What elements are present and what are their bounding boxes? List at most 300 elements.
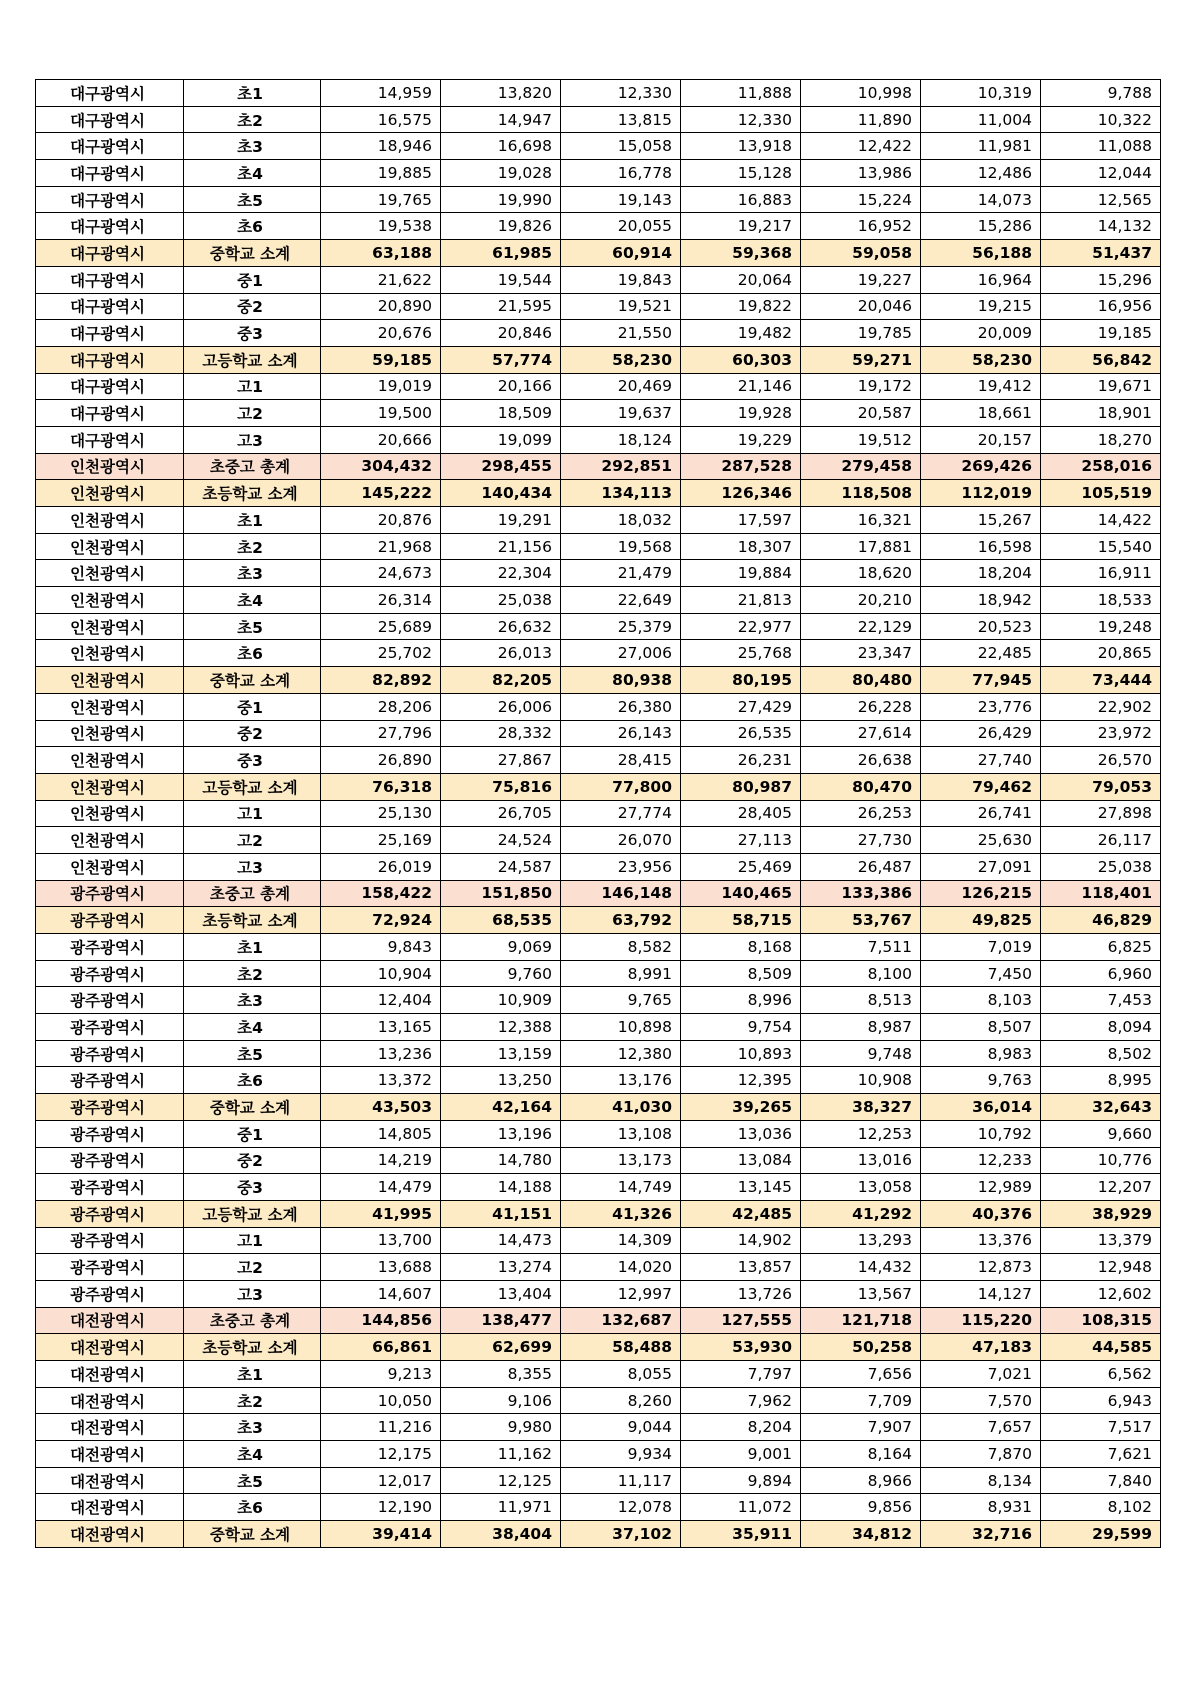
value-cell: 16,575 bbox=[321, 106, 441, 133]
value-cell: 19,568 bbox=[561, 533, 681, 560]
region-cell: 대전광역시 bbox=[36, 1494, 184, 1521]
value-cell: 13,379 bbox=[1041, 1227, 1161, 1254]
table-row bbox=[36, 1494, 1161, 1521]
value-cell: 145,222 bbox=[321, 480, 441, 507]
value-cell: 26,117 bbox=[1041, 827, 1161, 854]
value-cell: 14,432 bbox=[801, 1254, 921, 1281]
level-cell: 고2 bbox=[184, 400, 321, 427]
table-row bbox=[36, 960, 1161, 987]
region-cell: 대구광역시 bbox=[36, 240, 184, 267]
value-cell: 11,162 bbox=[441, 1441, 561, 1468]
level-cell: 중2 bbox=[184, 720, 321, 747]
value-cell: 21,813 bbox=[681, 587, 801, 614]
value-cell: 80,480 bbox=[801, 667, 921, 694]
level-cell: 초4 bbox=[184, 1014, 321, 1041]
value-cell: 18,942 bbox=[921, 587, 1041, 614]
level-cell: 초등학교 소계 bbox=[184, 480, 321, 507]
value-cell: 9,044 bbox=[561, 1414, 681, 1441]
region-cell: 대구광역시 bbox=[36, 80, 184, 107]
value-cell: 56,188 bbox=[921, 240, 1041, 267]
value-cell: 115,220 bbox=[921, 1307, 1041, 1334]
value-cell: 38,404 bbox=[441, 1521, 561, 1548]
value-cell: 16,883 bbox=[681, 186, 801, 213]
level-cell: 고등학교 소계 bbox=[184, 773, 321, 800]
value-cell: 279,458 bbox=[801, 453, 921, 480]
value-cell: 82,892 bbox=[321, 667, 441, 694]
value-cell: 29,599 bbox=[1041, 1521, 1161, 1548]
subtotal-row bbox=[36, 1334, 1161, 1361]
value-cell: 9,001 bbox=[681, 1441, 801, 1468]
value-cell: 32,643 bbox=[1041, 1094, 1161, 1121]
value-cell: 56,842 bbox=[1041, 346, 1161, 373]
value-cell: 13,726 bbox=[681, 1280, 801, 1307]
value-cell: 22,129 bbox=[801, 613, 921, 640]
table-row bbox=[36, 1387, 1161, 1414]
subtotal-row bbox=[36, 1200, 1161, 1227]
level-cell: 초등학교 소계 bbox=[184, 907, 321, 934]
value-cell: 7,840 bbox=[1041, 1467, 1161, 1494]
level-cell: 초3 bbox=[184, 133, 321, 160]
value-cell: 13,145 bbox=[681, 1174, 801, 1201]
table-row bbox=[36, 1361, 1161, 1388]
value-cell: 8,055 bbox=[561, 1361, 681, 1388]
region-cell: 광주광역시 bbox=[36, 960, 184, 987]
value-cell: 20,009 bbox=[921, 320, 1041, 347]
value-cell: 50,258 bbox=[801, 1334, 921, 1361]
value-cell: 13,857 bbox=[681, 1254, 801, 1281]
value-cell: 14,902 bbox=[681, 1227, 801, 1254]
value-cell: 26,253 bbox=[801, 800, 921, 827]
level-cell: 중3 bbox=[184, 1174, 321, 1201]
subtotal-row bbox=[36, 346, 1161, 373]
level-cell: 중학교 소계 bbox=[184, 240, 321, 267]
region-cell: 광주광역시 bbox=[36, 1227, 184, 1254]
region-cell: 광주광역시 bbox=[36, 1200, 184, 1227]
value-cell: 19,217 bbox=[681, 213, 801, 240]
table-row bbox=[36, 1014, 1161, 1041]
level-cell: 중3 bbox=[184, 320, 321, 347]
level-cell: 초4 bbox=[184, 587, 321, 614]
value-cell: 13,176 bbox=[561, 1067, 681, 1094]
value-cell: 8,987 bbox=[801, 1014, 921, 1041]
value-cell: 13,274 bbox=[441, 1254, 561, 1281]
region-cell: 인천광역시 bbox=[36, 773, 184, 800]
value-cell: 20,876 bbox=[321, 507, 441, 534]
value-cell: 27,429 bbox=[681, 693, 801, 720]
value-cell: 26,741 bbox=[921, 800, 1041, 827]
level-cell: 중학교 소계 bbox=[184, 1094, 321, 1121]
value-cell: 12,233 bbox=[921, 1147, 1041, 1174]
value-cell: 21,595 bbox=[441, 293, 561, 320]
value-cell: 9,069 bbox=[441, 934, 561, 961]
value-cell: 121,718 bbox=[801, 1307, 921, 1334]
value-cell: 14,780 bbox=[441, 1147, 561, 1174]
value-cell: 26,228 bbox=[801, 693, 921, 720]
value-cell: 22,902 bbox=[1041, 693, 1161, 720]
value-cell: 298,455 bbox=[441, 453, 561, 480]
region-cell: 광주광역시 bbox=[36, 1280, 184, 1307]
level-cell: 초4 bbox=[184, 1441, 321, 1468]
value-cell: 20,666 bbox=[321, 426, 441, 453]
value-cell: 19,248 bbox=[1041, 613, 1161, 640]
region-cell: 인천광역시 bbox=[36, 480, 184, 507]
value-cell: 11,888 bbox=[681, 80, 801, 107]
value-cell: 13,404 bbox=[441, 1280, 561, 1307]
value-cell: 16,964 bbox=[921, 266, 1041, 293]
value-cell: 13,700 bbox=[321, 1227, 441, 1254]
table-row bbox=[36, 373, 1161, 400]
value-cell: 51,437 bbox=[1041, 240, 1161, 267]
value-cell: 10,998 bbox=[801, 80, 921, 107]
value-cell: 19,822 bbox=[681, 293, 801, 320]
table-row bbox=[36, 80, 1161, 107]
value-cell: 59,368 bbox=[681, 240, 801, 267]
value-cell: 14,219 bbox=[321, 1147, 441, 1174]
value-cell: 13,196 bbox=[441, 1120, 561, 1147]
value-cell: 20,587 bbox=[801, 400, 921, 427]
value-cell: 9,980 bbox=[441, 1414, 561, 1441]
value-cell: 12,404 bbox=[321, 987, 441, 1014]
region-cell: 대구광역시 bbox=[36, 426, 184, 453]
value-cell: 8,204 bbox=[681, 1414, 801, 1441]
value-cell: 82,205 bbox=[441, 667, 561, 694]
region-cell: 대구광역시 bbox=[36, 133, 184, 160]
value-cell: 59,271 bbox=[801, 346, 921, 373]
level-cell: 초2 bbox=[184, 533, 321, 560]
value-cell: 25,038 bbox=[1041, 853, 1161, 880]
value-cell: 19,928 bbox=[681, 400, 801, 427]
value-cell: 134,113 bbox=[561, 480, 681, 507]
value-cell: 27,740 bbox=[921, 747, 1041, 774]
value-cell: 16,321 bbox=[801, 507, 921, 534]
value-cell: 46,829 bbox=[1041, 907, 1161, 934]
value-cell: 61,985 bbox=[441, 240, 561, 267]
table-row bbox=[36, 827, 1161, 854]
value-cell: 80,987 bbox=[681, 773, 801, 800]
value-cell: 14,309 bbox=[561, 1227, 681, 1254]
value-cell: 14,805 bbox=[321, 1120, 441, 1147]
value-cell: 133,386 bbox=[801, 880, 921, 907]
value-cell: 16,952 bbox=[801, 213, 921, 240]
value-cell: 14,947 bbox=[441, 106, 561, 133]
value-cell: 16,911 bbox=[1041, 560, 1161, 587]
level-cell: 고2 bbox=[184, 1254, 321, 1281]
level-cell: 중2 bbox=[184, 1147, 321, 1174]
value-cell: 25,379 bbox=[561, 613, 681, 640]
value-cell: 19,843 bbox=[561, 266, 681, 293]
region-cell: 인천광역시 bbox=[36, 587, 184, 614]
region-cell: 대구광역시 bbox=[36, 320, 184, 347]
value-cell: 19,544 bbox=[441, 266, 561, 293]
value-cell: 258,016 bbox=[1041, 453, 1161, 480]
region-cell: 인천광역시 bbox=[36, 853, 184, 880]
value-cell: 8,983 bbox=[921, 1040, 1041, 1067]
value-cell: 23,972 bbox=[1041, 720, 1161, 747]
value-cell: 7,797 bbox=[681, 1361, 801, 1388]
table-row bbox=[36, 266, 1161, 293]
value-cell: 7,019 bbox=[921, 934, 1041, 961]
value-cell: 138,477 bbox=[441, 1307, 561, 1334]
region-cell: 광주광역시 bbox=[36, 1014, 184, 1041]
table-row bbox=[36, 106, 1161, 133]
value-cell: 22,977 bbox=[681, 613, 801, 640]
value-cell: 15,296 bbox=[1041, 266, 1161, 293]
value-cell: 20,890 bbox=[321, 293, 441, 320]
value-cell: 20,865 bbox=[1041, 640, 1161, 667]
value-cell: 6,562 bbox=[1041, 1361, 1161, 1388]
value-cell: 12,190 bbox=[321, 1494, 441, 1521]
value-cell: 35,911 bbox=[681, 1521, 801, 1548]
region-cell: 대전광역시 bbox=[36, 1307, 184, 1334]
region-cell: 광주광역시 bbox=[36, 1067, 184, 1094]
region-cell: 인천광역시 bbox=[36, 613, 184, 640]
value-cell: 17,597 bbox=[681, 507, 801, 534]
level-cell: 고3 bbox=[184, 1280, 321, 1307]
value-cell: 12,873 bbox=[921, 1254, 1041, 1281]
region-cell: 광주광역시 bbox=[36, 880, 184, 907]
value-cell: 58,230 bbox=[921, 346, 1041, 373]
table-row bbox=[36, 1227, 1161, 1254]
value-cell: 28,415 bbox=[561, 747, 681, 774]
value-cell: 10,898 bbox=[561, 1014, 681, 1041]
value-cell: 8,507 bbox=[921, 1014, 1041, 1041]
value-cell: 58,715 bbox=[681, 907, 801, 934]
value-cell: 8,931 bbox=[921, 1494, 1041, 1521]
value-cell: 57,774 bbox=[441, 346, 561, 373]
level-cell: 초5 bbox=[184, 186, 321, 213]
value-cell: 26,632 bbox=[441, 613, 561, 640]
value-cell: 21,479 bbox=[561, 560, 681, 587]
value-cell: 292,851 bbox=[561, 453, 681, 480]
value-cell: 19,227 bbox=[801, 266, 921, 293]
subtotal-row bbox=[36, 240, 1161, 267]
level-cell: 고3 bbox=[184, 426, 321, 453]
value-cell: 19,099 bbox=[441, 426, 561, 453]
value-cell: 39,414 bbox=[321, 1521, 441, 1548]
region-cell: 광주광역시 bbox=[36, 987, 184, 1014]
value-cell: 19,671 bbox=[1041, 373, 1161, 400]
value-cell: 58,230 bbox=[561, 346, 681, 373]
value-cell: 26,638 bbox=[801, 747, 921, 774]
region-cell: 대전광역시 bbox=[36, 1441, 184, 1468]
value-cell: 19,172 bbox=[801, 373, 921, 400]
region-cell: 대구광역시 bbox=[36, 213, 184, 240]
value-cell: 15,540 bbox=[1041, 533, 1161, 560]
value-cell: 11,088 bbox=[1041, 133, 1161, 160]
table-row bbox=[36, 533, 1161, 560]
value-cell: 28,332 bbox=[441, 720, 561, 747]
value-cell: 26,070 bbox=[561, 827, 681, 854]
value-cell: 7,962 bbox=[681, 1387, 801, 1414]
value-cell: 9,894 bbox=[681, 1467, 801, 1494]
region-cell: 광주광역시 bbox=[36, 907, 184, 934]
value-cell: 7,450 bbox=[921, 960, 1041, 987]
value-cell: 8,513 bbox=[801, 987, 921, 1014]
value-cell: 9,760 bbox=[441, 960, 561, 987]
value-cell: 26,570 bbox=[1041, 747, 1161, 774]
value-cell: 14,959 bbox=[321, 80, 441, 107]
value-cell: 8,509 bbox=[681, 960, 801, 987]
table-row bbox=[36, 293, 1161, 320]
value-cell: 22,304 bbox=[441, 560, 561, 587]
value-cell: 8,100 bbox=[801, 960, 921, 987]
value-cell: 7,657 bbox=[921, 1414, 1041, 1441]
level-cell: 중1 bbox=[184, 693, 321, 720]
value-cell: 18,124 bbox=[561, 426, 681, 453]
value-cell: 21,968 bbox=[321, 533, 441, 560]
value-cell: 16,698 bbox=[441, 133, 561, 160]
value-cell: 14,607 bbox=[321, 1280, 441, 1307]
value-cell: 13,173 bbox=[561, 1147, 681, 1174]
value-cell: 16,778 bbox=[561, 160, 681, 187]
value-cell: 11,004 bbox=[921, 106, 1041, 133]
value-cell: 17,881 bbox=[801, 533, 921, 560]
region-cell: 인천광역시 bbox=[36, 560, 184, 587]
value-cell: 14,473 bbox=[441, 1227, 561, 1254]
value-cell: 8,164 bbox=[801, 1441, 921, 1468]
value-cell: 126,346 bbox=[681, 480, 801, 507]
value-cell: 13,918 bbox=[681, 133, 801, 160]
value-cell: 38,929 bbox=[1041, 1200, 1161, 1227]
value-cell: 27,796 bbox=[321, 720, 441, 747]
value-cell: 7,656 bbox=[801, 1361, 921, 1388]
value-cell: 19,884 bbox=[681, 560, 801, 587]
value-cell: 8,260 bbox=[561, 1387, 681, 1414]
region-cell: 인천광역시 bbox=[36, 827, 184, 854]
value-cell: 21,156 bbox=[441, 533, 561, 560]
region-cell: 광주광역시 bbox=[36, 1254, 184, 1281]
region-cell: 인천광역시 bbox=[36, 533, 184, 560]
value-cell: 19,521 bbox=[561, 293, 681, 320]
value-cell: 19,412 bbox=[921, 373, 1041, 400]
value-cell: 47,183 bbox=[921, 1334, 1041, 1361]
value-cell: 7,511 bbox=[801, 934, 921, 961]
value-cell: 14,073 bbox=[921, 186, 1041, 213]
level-cell: 초중고 총계 bbox=[184, 1307, 321, 1334]
value-cell: 26,487 bbox=[801, 853, 921, 880]
region-cell: 인천광역시 bbox=[36, 640, 184, 667]
level-cell: 초1 bbox=[184, 80, 321, 107]
value-cell: 11,890 bbox=[801, 106, 921, 133]
value-cell: 9,843 bbox=[321, 934, 441, 961]
subtotal-row bbox=[36, 907, 1161, 934]
region-cell: 대구광역시 bbox=[36, 106, 184, 133]
table-row bbox=[36, 426, 1161, 453]
value-cell: 15,286 bbox=[921, 213, 1041, 240]
value-cell: 7,517 bbox=[1041, 1414, 1161, 1441]
level-cell: 중1 bbox=[184, 1120, 321, 1147]
level-cell: 초3 bbox=[184, 560, 321, 587]
value-cell: 32,716 bbox=[921, 1521, 1041, 1548]
value-cell: 25,169 bbox=[321, 827, 441, 854]
value-cell: 28,405 bbox=[681, 800, 801, 827]
value-cell: 73,444 bbox=[1041, 667, 1161, 694]
total-row bbox=[36, 1307, 1161, 1334]
value-cell: 140,434 bbox=[441, 480, 561, 507]
region-cell: 인천광역시 bbox=[36, 667, 184, 694]
value-cell: 25,038 bbox=[441, 587, 561, 614]
total-row bbox=[36, 880, 1161, 907]
value-cell: 26,429 bbox=[921, 720, 1041, 747]
value-cell: 24,673 bbox=[321, 560, 441, 587]
value-cell: 20,166 bbox=[441, 373, 561, 400]
value-cell: 126,215 bbox=[921, 880, 1041, 907]
value-cell: 20,157 bbox=[921, 426, 1041, 453]
table-row bbox=[36, 1040, 1161, 1067]
region-cell: 대구광역시 bbox=[36, 346, 184, 373]
value-cell: 13,236 bbox=[321, 1040, 441, 1067]
value-cell: 9,660 bbox=[1041, 1120, 1161, 1147]
value-cell: 304,432 bbox=[321, 453, 441, 480]
table-row bbox=[36, 640, 1161, 667]
table-row bbox=[36, 987, 1161, 1014]
level-cell: 고등학교 소계 bbox=[184, 1200, 321, 1227]
value-cell: 53,767 bbox=[801, 907, 921, 934]
value-cell: 12,078 bbox=[561, 1494, 681, 1521]
value-cell: 13,159 bbox=[441, 1040, 561, 1067]
value-cell: 21,146 bbox=[681, 373, 801, 400]
level-cell: 중학교 소계 bbox=[184, 1521, 321, 1548]
value-cell: 12,602 bbox=[1041, 1280, 1161, 1307]
value-cell: 11,981 bbox=[921, 133, 1041, 160]
level-cell: 초1 bbox=[184, 1361, 321, 1388]
value-cell: 27,091 bbox=[921, 853, 1041, 880]
value-cell: 19,538 bbox=[321, 213, 441, 240]
region-cell: 인천광역시 bbox=[36, 453, 184, 480]
value-cell: 13,036 bbox=[681, 1120, 801, 1147]
value-cell: 26,231 bbox=[681, 747, 801, 774]
value-cell: 13,820 bbox=[441, 80, 561, 107]
value-cell: 8,355 bbox=[441, 1361, 561, 1388]
value-cell: 19,185 bbox=[1041, 320, 1161, 347]
region-cell: 광주광역시 bbox=[36, 1040, 184, 1067]
value-cell: 19,990 bbox=[441, 186, 561, 213]
value-cell: 25,768 bbox=[681, 640, 801, 667]
value-cell: 105,519 bbox=[1041, 480, 1161, 507]
value-cell: 59,185 bbox=[321, 346, 441, 373]
level-cell: 초5 bbox=[184, 1040, 321, 1067]
value-cell: 37,102 bbox=[561, 1521, 681, 1548]
table-row bbox=[36, 213, 1161, 240]
value-cell: 19,028 bbox=[441, 160, 561, 187]
value-cell: 13,016 bbox=[801, 1147, 921, 1174]
value-cell: 8,103 bbox=[921, 987, 1041, 1014]
value-cell: 41,151 bbox=[441, 1200, 561, 1227]
value-cell: 12,380 bbox=[561, 1040, 681, 1067]
level-cell: 중3 bbox=[184, 747, 321, 774]
value-cell: 16,598 bbox=[921, 533, 1041, 560]
table-row bbox=[36, 1254, 1161, 1281]
value-cell: 18,901 bbox=[1041, 400, 1161, 427]
value-cell: 8,991 bbox=[561, 960, 681, 987]
value-cell: 11,072 bbox=[681, 1494, 801, 1521]
table-row bbox=[36, 747, 1161, 774]
value-cell: 25,469 bbox=[681, 853, 801, 880]
value-cell: 15,267 bbox=[921, 507, 1041, 534]
value-cell: 41,326 bbox=[561, 1200, 681, 1227]
value-cell: 12,388 bbox=[441, 1014, 561, 1041]
region-cell: 대구광역시 bbox=[36, 160, 184, 187]
value-cell: 9,748 bbox=[801, 1040, 921, 1067]
value-cell: 12,044 bbox=[1041, 160, 1161, 187]
table-row bbox=[36, 400, 1161, 427]
value-cell: 12,989 bbox=[921, 1174, 1041, 1201]
level-cell: 초2 bbox=[184, 1387, 321, 1414]
level-cell: 초6 bbox=[184, 1067, 321, 1094]
value-cell: 14,188 bbox=[441, 1174, 561, 1201]
value-cell: 108,315 bbox=[1041, 1307, 1161, 1334]
value-cell: 15,058 bbox=[561, 133, 681, 160]
